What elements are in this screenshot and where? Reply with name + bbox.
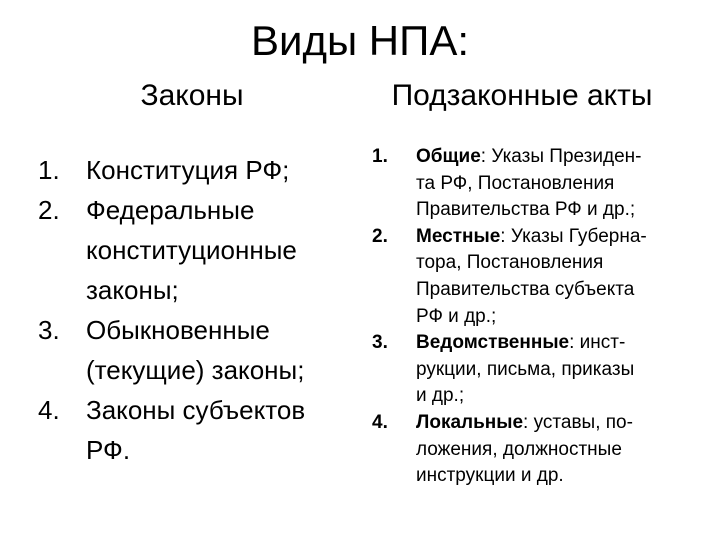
item-number: 2. [372,225,388,247]
item-text [416,410,702,490]
item-line: законы; [86,275,179,305]
item-line: : уставы, по- [523,411,633,433]
item-line: инструкции и др. [416,465,564,487]
list-item [38,310,348,390]
list-item [38,190,348,310]
item-text [86,190,348,310]
item-text [86,310,348,390]
item-number: 1. [372,146,388,167]
item-number: 2. [38,195,60,225]
item-line: Правительства субъекта [416,278,635,300]
item-line: конституционные [86,235,297,265]
list-item [372,144,702,224]
item-line: Конституция РФ; [86,155,290,185]
laws-heading: Законы [140,79,244,112]
item-line: Правительства РФ и др.; [416,199,636,221]
item-term: Общие [416,146,481,167]
bylaws-list [372,144,702,490]
item-number: 4. [38,395,60,425]
slide-title: Виды НПА: [250,17,470,64]
bylaws-heading: Подзаконные акты [391,79,653,112]
item-number: 4. [372,411,388,433]
item-line: РФ. [86,435,131,465]
item-line: та РФ, Постановления [416,172,615,194]
list-item [372,224,702,330]
list-item [38,390,348,470]
item-text [416,144,702,224]
item-number: 3. [372,332,388,354]
item-line: : Указы Президен- [480,146,642,167]
item-line: Федеральные [86,195,255,225]
item-text [86,390,348,470]
item-line: Законы субъектов [86,395,306,425]
item-text [416,330,702,410]
item-line: и др.; [416,385,465,407]
item-text [86,150,348,190]
item-line: тора, Постановления [416,252,604,274]
item-number: 1. [38,155,60,185]
item-line: (текущие) законы; [86,355,305,385]
item-line: : инст- [569,332,626,354]
list-item [372,410,702,490]
list-item [38,150,348,190]
item-term: Ведомственные [416,332,570,354]
item-line: Обыкновенные [86,315,270,345]
laws-list [38,150,348,470]
list-item [372,330,702,410]
item-term: Локальные [416,411,524,433]
item-line: рукции, письма, приказы [416,358,635,380]
item-text [416,224,702,330]
item-line: : Указы Губерна- [500,225,647,247]
item-number: 3. [38,315,60,345]
item-line: ложения, должностные [416,438,622,460]
item-term: Местные [416,225,501,247]
item-line: РФ и др.; [416,305,497,327]
